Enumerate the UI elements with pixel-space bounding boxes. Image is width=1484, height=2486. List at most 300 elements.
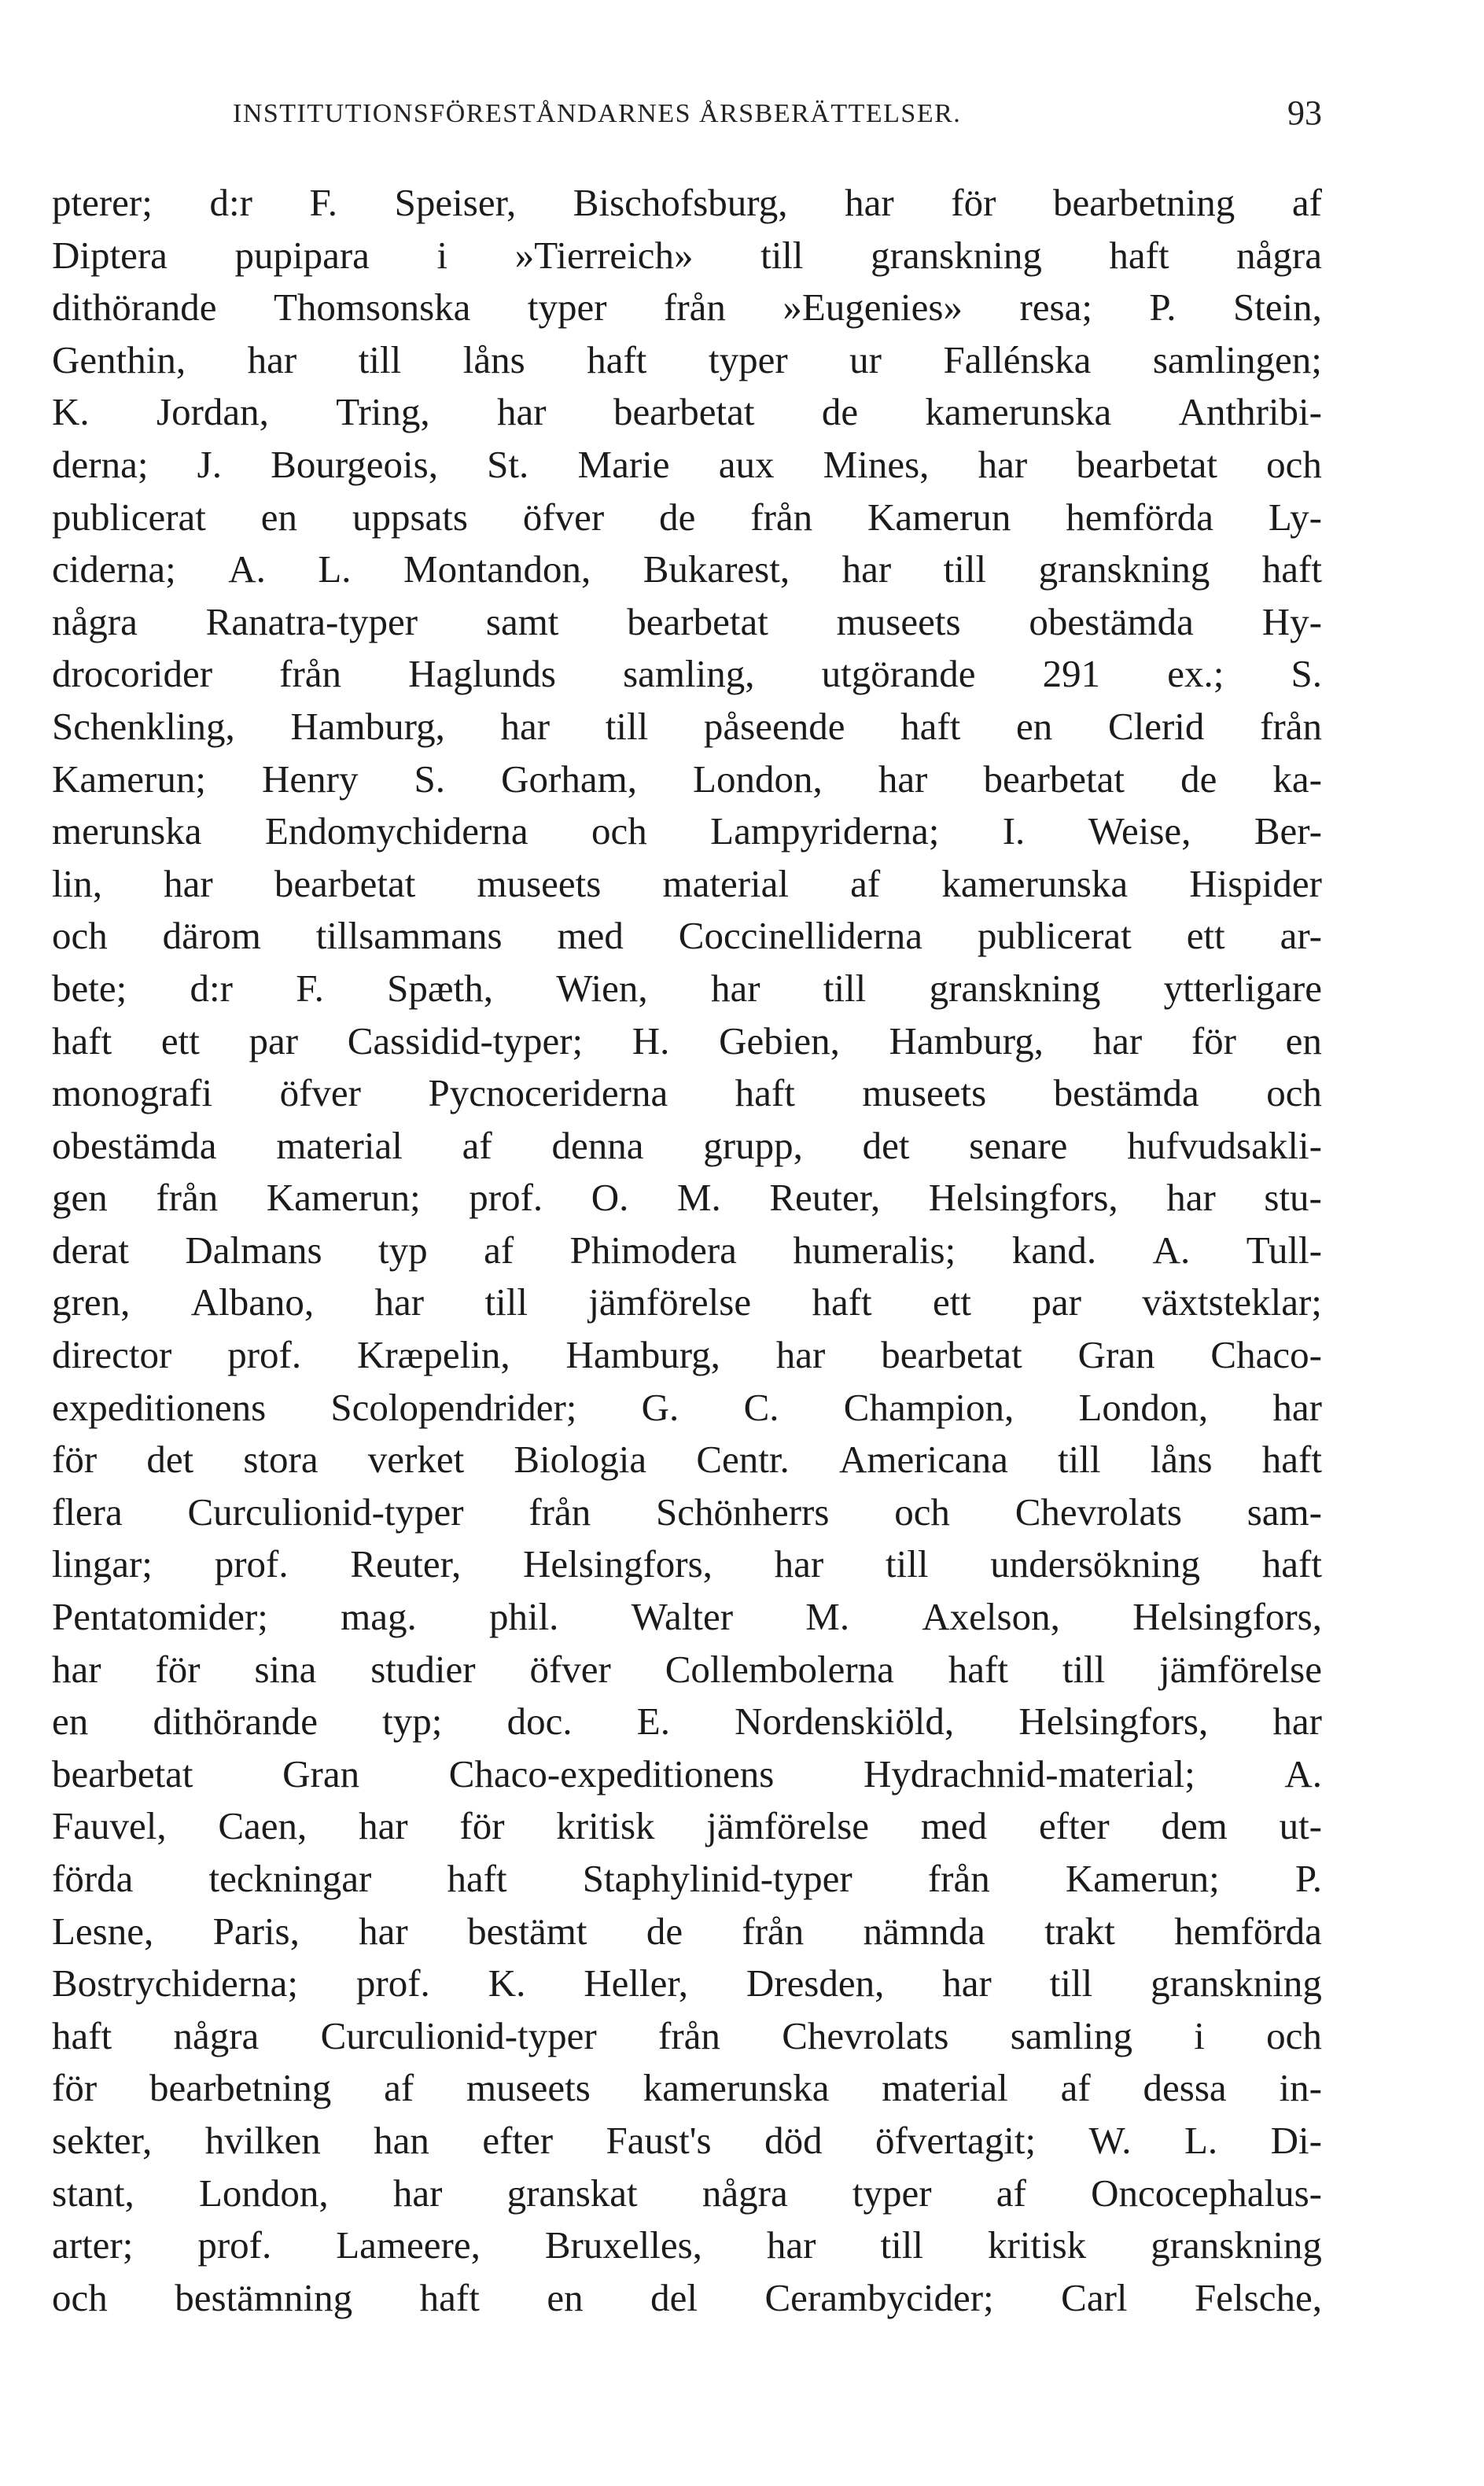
word: Lesne, xyxy=(52,1909,154,1953)
word: Gorham, xyxy=(501,757,637,801)
word: pterer; xyxy=(52,181,153,224)
word: han xyxy=(374,2118,429,2162)
text-line xyxy=(52,2115,1322,2167)
word: ur xyxy=(849,337,882,381)
word: Hamburg, xyxy=(565,1333,720,1377)
word: K. xyxy=(52,390,90,434)
word: London, xyxy=(1078,1385,1209,1429)
word: har xyxy=(845,181,894,224)
word: till xyxy=(886,1542,929,1586)
text-line xyxy=(52,439,1322,492)
word: öfver xyxy=(279,1071,361,1115)
word: till xyxy=(1049,1961,1093,2005)
word: Lampyriderna; xyxy=(710,809,940,853)
word: P. xyxy=(1149,285,1177,330)
word: Tull- xyxy=(1246,1228,1322,1272)
word: dessa xyxy=(1143,2066,1227,2110)
word: af xyxy=(1060,2066,1091,2110)
text-line xyxy=(52,2010,1322,2063)
word: har xyxy=(775,1333,826,1377)
word: efter xyxy=(482,2118,554,2162)
word: från xyxy=(279,652,342,696)
word: haft xyxy=(1261,1438,1322,1482)
word: och xyxy=(591,809,647,853)
word: några xyxy=(52,599,138,643)
body-text xyxy=(52,177,1322,2324)
word: och xyxy=(1266,1071,1322,1115)
text-line xyxy=(52,1382,1322,1435)
word: typ xyxy=(378,1228,428,1272)
word: Hy- xyxy=(1261,599,1322,643)
word: Gran xyxy=(1077,1333,1155,1377)
word: för xyxy=(52,2066,98,2110)
text-line xyxy=(52,1696,1322,1748)
word: K. xyxy=(488,1961,526,2005)
word: till xyxy=(823,966,867,1010)
word: i xyxy=(1194,2013,1205,2057)
word: samling, xyxy=(623,652,755,696)
text-line xyxy=(52,386,1322,439)
word: Collembolerna xyxy=(665,1647,894,1691)
text-line xyxy=(52,963,1322,1015)
word: aux xyxy=(718,442,775,486)
word: typer xyxy=(852,2171,932,2215)
word: bearbetning xyxy=(1052,181,1235,224)
word: granskning xyxy=(871,233,1042,277)
word: för xyxy=(52,1438,98,1482)
word: lingar; xyxy=(52,1542,153,1586)
word: har xyxy=(392,2171,443,2215)
word: lin, xyxy=(52,861,102,905)
word: F. xyxy=(309,181,338,224)
word: har xyxy=(374,1280,425,1324)
word: växtsteklar; xyxy=(1142,1280,1322,1324)
word: låns xyxy=(1150,1438,1213,1482)
word: sekter, xyxy=(52,2118,153,2162)
word: med xyxy=(557,914,624,958)
text-line xyxy=(52,1644,1322,1696)
word: till xyxy=(1062,1647,1106,1691)
word: Caen, xyxy=(218,1804,307,1848)
word: ka- xyxy=(1272,757,1322,801)
text-line xyxy=(52,492,1322,544)
word: F. xyxy=(296,966,324,1010)
text-line xyxy=(52,177,1322,230)
word: bearbetat xyxy=(983,757,1125,801)
word: det xyxy=(146,1438,194,1482)
text-line xyxy=(52,805,1322,858)
word: Chevrolats xyxy=(782,2013,949,2057)
word: E. xyxy=(636,1700,670,1744)
word: dem xyxy=(1161,1804,1228,1848)
word: Bourgeois, xyxy=(271,442,438,486)
word: af xyxy=(996,2171,1026,2215)
word: de xyxy=(821,390,859,434)
word: bestämt xyxy=(467,1909,587,1953)
word: Gebien, xyxy=(719,1018,840,1063)
word: stora xyxy=(243,1438,319,1482)
word: O. xyxy=(591,1176,629,1220)
word: gen xyxy=(52,1176,108,1220)
word: Thomsonska xyxy=(274,285,471,330)
word: uppsats xyxy=(352,495,468,539)
word: från xyxy=(664,285,726,330)
word: af xyxy=(384,2066,414,2110)
word: Champion, xyxy=(843,1385,1014,1429)
word: Nordenskiöld, xyxy=(735,1700,955,1744)
word: och xyxy=(52,914,108,958)
word: Reuter, xyxy=(769,1176,881,1220)
word: har xyxy=(1092,1018,1143,1063)
word: ar- xyxy=(1280,914,1322,958)
text-line xyxy=(52,1225,1322,1277)
word: resa; xyxy=(1019,285,1092,330)
text-line xyxy=(52,2272,1322,2325)
word: Bischofsburg, xyxy=(573,181,788,224)
word: har xyxy=(1272,1385,1322,1429)
text-line xyxy=(52,1957,1322,2010)
word: död xyxy=(764,2118,823,2162)
word: S. xyxy=(1291,652,1322,696)
word: af xyxy=(484,1228,514,1272)
word: bearbetat xyxy=(1076,442,1217,486)
word: Walter xyxy=(631,1595,734,1639)
word: prof. xyxy=(227,1333,302,1377)
word: par xyxy=(249,1018,299,1063)
word: därom xyxy=(162,914,261,958)
word: Chevrolats xyxy=(1014,1490,1182,1534)
word: Montandon, xyxy=(403,547,591,591)
word: dithörande xyxy=(153,1700,318,1744)
word: har xyxy=(500,704,551,748)
word: låns xyxy=(462,337,525,381)
word: granskning xyxy=(1151,1961,1322,2005)
word: studier xyxy=(370,1647,476,1691)
text-line xyxy=(52,1853,1322,1906)
word: P. xyxy=(1294,1857,1322,1900)
word: har xyxy=(978,442,1028,486)
word: och xyxy=(1266,442,1322,486)
word: för xyxy=(951,181,996,224)
word: Centr. xyxy=(696,1438,790,1482)
word: Diptera xyxy=(52,233,168,277)
text-line xyxy=(52,1015,1322,1068)
text-line xyxy=(52,910,1322,963)
text-line xyxy=(52,230,1322,282)
word: Spæth, xyxy=(387,966,493,1010)
word: London, xyxy=(693,757,823,801)
word: Mines, xyxy=(823,442,930,486)
word: Endomychiderna xyxy=(264,809,528,853)
word: till xyxy=(943,547,987,591)
word: har xyxy=(766,2223,816,2267)
word: Phimodera xyxy=(569,1228,737,1272)
text-line xyxy=(52,1800,1322,1853)
word: London, xyxy=(199,2171,329,2215)
word: jämförelse xyxy=(588,1280,752,1324)
word: kritisk xyxy=(556,1804,655,1848)
word: haft xyxy=(812,1280,872,1324)
word: A. xyxy=(1152,1228,1191,1272)
word: undersökning xyxy=(990,1542,1200,1586)
word: Kamerun xyxy=(867,495,1011,539)
word: Speiser, xyxy=(394,181,517,224)
word: Schenkling, xyxy=(52,704,235,748)
word: Helsingfors, xyxy=(1018,1700,1209,1744)
word: de xyxy=(659,495,696,539)
word: Chaco-expeditionens xyxy=(448,1751,775,1795)
word: har xyxy=(52,1647,101,1691)
word: Coccinelliderna xyxy=(678,914,922,958)
word: från xyxy=(927,1857,990,1900)
word: en xyxy=(1016,704,1053,748)
word: Heller, xyxy=(584,1961,688,2005)
word: publicerat xyxy=(977,914,1132,958)
word: har xyxy=(774,1542,824,1586)
word: har xyxy=(359,1909,408,1953)
word: Curculionid-typer xyxy=(320,2013,597,2057)
word: för xyxy=(1191,1018,1236,1063)
word: ex.; xyxy=(1167,652,1224,696)
word: flera xyxy=(52,1490,123,1534)
word: Jordan, xyxy=(157,390,269,434)
word: haft xyxy=(1261,547,1322,591)
text-line xyxy=(52,701,1322,753)
word: för xyxy=(459,1804,505,1848)
text-line xyxy=(52,1486,1322,1539)
word: director xyxy=(52,1333,172,1377)
word: bearbetat xyxy=(274,861,416,905)
word: Hispider xyxy=(1189,861,1322,905)
word: för xyxy=(155,1647,201,1691)
word: obestämda xyxy=(52,1123,217,1167)
word: granskat xyxy=(506,2171,638,2215)
word: i xyxy=(436,233,448,277)
word: Bostrychiderna; xyxy=(52,1961,298,2005)
word: »Tierreich» xyxy=(514,233,694,277)
word: Helsingfors, xyxy=(523,1542,713,1586)
word: några xyxy=(1236,233,1322,277)
word: monografi xyxy=(52,1071,213,1115)
word: stant, xyxy=(52,2171,134,2215)
word: haft xyxy=(52,2013,112,2057)
text-line xyxy=(52,543,1322,596)
word: haft xyxy=(587,337,647,381)
word: har xyxy=(164,861,213,905)
word: gren, xyxy=(52,1280,131,1324)
word: Wien, xyxy=(556,966,648,1010)
word: hufvudsakli- xyxy=(1127,1123,1322,1167)
word: Dresden, xyxy=(746,1961,885,2005)
word: museets xyxy=(477,861,602,905)
word: har xyxy=(497,390,547,434)
word: af xyxy=(850,861,881,905)
text-line xyxy=(52,1906,1322,1958)
word: material xyxy=(662,861,790,905)
word: museets xyxy=(836,599,961,643)
word: från xyxy=(156,1176,219,1220)
word: Reuter, xyxy=(350,1542,462,1586)
word: samt xyxy=(485,599,559,643)
word: in- xyxy=(1279,2066,1322,2110)
word: Americana xyxy=(838,1438,1008,1482)
word: har xyxy=(359,1804,408,1848)
word: kamerunska xyxy=(925,390,1112,434)
word: Albano, xyxy=(190,1280,315,1324)
word: par xyxy=(1032,1280,1081,1324)
word: har xyxy=(841,547,892,591)
word: samling xyxy=(1010,2013,1132,2057)
word: de xyxy=(1180,757,1217,801)
word: Scolopendrider; xyxy=(330,1385,577,1429)
word: publicerat xyxy=(52,495,206,539)
text-line xyxy=(52,1329,1322,1382)
word: några xyxy=(701,2171,788,2215)
word: I. xyxy=(1002,809,1026,853)
word: Biologia xyxy=(514,1438,647,1482)
word: C. xyxy=(743,1385,779,1429)
word: kamerunska xyxy=(643,2066,830,2110)
word: sam- xyxy=(1246,1490,1322,1534)
word: derna; xyxy=(52,442,149,486)
word: Pycnoceriderna xyxy=(428,1071,668,1115)
word: Axelson, xyxy=(922,1595,1060,1639)
word: prof. xyxy=(355,1961,430,2005)
word: Fallénska xyxy=(943,337,1092,381)
word: Schönherrs xyxy=(655,1490,830,1534)
word: från xyxy=(1260,704,1322,748)
word: Ranatra-typer xyxy=(205,599,418,643)
word: senare xyxy=(969,1123,1068,1167)
book-page xyxy=(52,0,1322,2486)
word: Lameere, xyxy=(336,2223,481,2267)
running-title: INSTITUTIONSFÖRESTÅNDARNES ÅRSBERÄTTELSER. xyxy=(233,99,962,128)
word: 291 xyxy=(1042,652,1101,696)
text-line xyxy=(52,2167,1322,2220)
word: A. xyxy=(228,547,266,591)
word: Anthribi- xyxy=(1178,390,1322,434)
word: Felsche, xyxy=(1195,2275,1322,2319)
text-line xyxy=(52,596,1322,649)
word: en xyxy=(52,1700,89,1744)
word: utgörande xyxy=(821,652,976,696)
word: prof. xyxy=(197,2223,272,2267)
word: Kamerun; xyxy=(266,1176,421,1220)
word: från xyxy=(750,495,813,539)
word: granskning xyxy=(1038,547,1210,591)
word: till xyxy=(484,1280,528,1324)
word: ciderna; xyxy=(52,547,176,591)
word: förda xyxy=(52,1857,134,1900)
word: en xyxy=(547,2275,584,2319)
word: och xyxy=(894,1490,950,1534)
word: granskning xyxy=(1151,2223,1322,2267)
word: denna xyxy=(551,1123,644,1167)
word: har xyxy=(878,757,928,801)
word: Chaco- xyxy=(1210,1333,1322,1377)
word: från xyxy=(658,2013,720,2057)
word: Bruxelles, xyxy=(544,2223,702,2267)
word: tillsammans xyxy=(315,914,503,958)
word: ett xyxy=(1186,914,1225,958)
word: »Eugenies» xyxy=(783,285,963,330)
word: bearbetat xyxy=(627,599,768,643)
word: Hamburg, xyxy=(889,1018,1044,1063)
word: del xyxy=(650,2275,698,2319)
word: har xyxy=(1166,1176,1216,1220)
word: med xyxy=(920,1804,988,1848)
word: prof. xyxy=(469,1176,543,1220)
word: Cerambycider; xyxy=(764,2275,994,2319)
word: Kræpelin, xyxy=(356,1333,510,1377)
word: haft xyxy=(447,1857,507,1900)
word: har xyxy=(247,337,297,381)
word: Oncocephalus- xyxy=(1091,2171,1322,2215)
text-line xyxy=(52,1067,1322,1120)
word: bearbetat xyxy=(881,1333,1022,1377)
word: typ; xyxy=(382,1700,443,1744)
word: kamerunska xyxy=(941,861,1129,905)
text-line xyxy=(52,1538,1322,1591)
word: Haglunds xyxy=(408,652,556,696)
word: phil. xyxy=(488,1595,559,1639)
word: pupipara xyxy=(234,233,370,277)
word: har xyxy=(942,1961,992,2005)
word: teckningar xyxy=(208,1857,372,1900)
word: sina xyxy=(254,1647,317,1691)
word: haft xyxy=(1109,233,1169,277)
word: haft xyxy=(419,2275,480,2319)
word: bearbetning xyxy=(149,2066,332,2110)
word: de xyxy=(646,1909,683,1953)
word: Ber- xyxy=(1254,809,1322,853)
word: stu- xyxy=(1264,1176,1322,1220)
word: Dalmans xyxy=(185,1228,322,1272)
word: verket xyxy=(367,1438,465,1482)
word: d:r xyxy=(190,966,233,1010)
word: L. xyxy=(318,547,352,591)
word: öfver xyxy=(529,1647,611,1691)
word: några xyxy=(173,2013,260,2057)
text-line xyxy=(52,1591,1322,1644)
word: doc. xyxy=(506,1700,573,1744)
word: M. xyxy=(676,1176,721,1220)
text-line xyxy=(52,1172,1322,1225)
word: hemförda xyxy=(1066,495,1213,539)
word: prof. xyxy=(214,1542,289,1586)
word: obestämda xyxy=(1029,599,1194,643)
word: och xyxy=(1266,2013,1322,2057)
word: till xyxy=(880,2223,923,2267)
word: typer xyxy=(708,337,788,381)
word: Kamerun; xyxy=(52,757,206,801)
word: Fauvel, xyxy=(52,1804,167,1848)
word: Curculionid-typer xyxy=(187,1490,464,1534)
word: Cassidid-typer; xyxy=(347,1018,584,1063)
word: samlingen; xyxy=(1152,337,1322,381)
word: Clerid xyxy=(1107,704,1205,748)
word: ut- xyxy=(1279,1804,1322,1848)
word: öfvertagit; xyxy=(875,2118,1037,2162)
word: J. xyxy=(197,442,222,486)
word: Weise, xyxy=(1088,809,1191,853)
word: bestämning xyxy=(175,2275,353,2319)
word: har xyxy=(710,966,760,1010)
word: från xyxy=(528,1490,591,1534)
word: det xyxy=(862,1123,910,1167)
word: till xyxy=(1058,1438,1101,1482)
word: en xyxy=(1285,1018,1322,1063)
